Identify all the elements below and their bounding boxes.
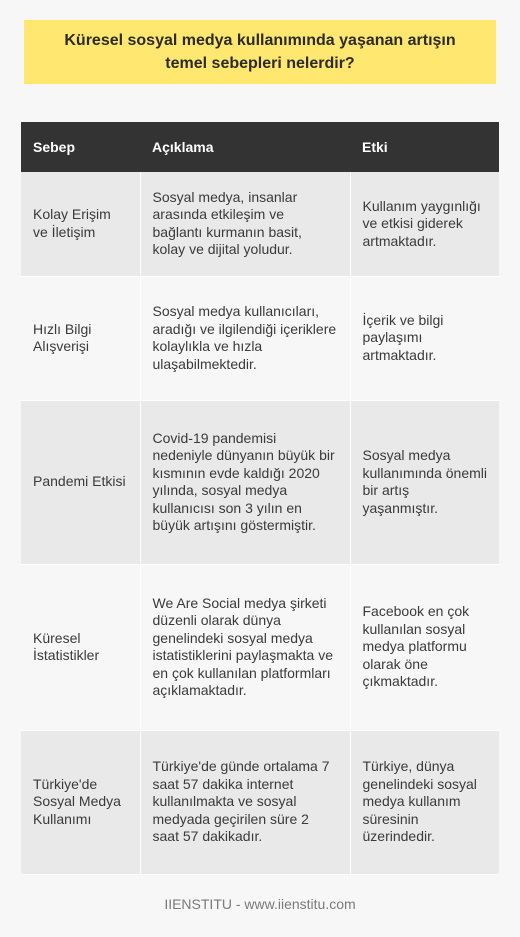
header-sebep: Sebep (21, 122, 140, 172)
cell-sebep: Küresel İstatistikler (21, 564, 140, 730)
cell-sebep: Kolay Erişim ve İletişim (21, 172, 140, 276)
table-row (21, 730, 499, 874)
table-row (21, 564, 499, 730)
header-aciklama: Açıklama (140, 122, 350, 172)
cell-etki: Kullanım yaygınlığı ve etkisi giderek artmaktadır. (350, 172, 499, 276)
cell-aciklama: Türkiye'de günde ortalama 7 saat 57 dakika internet kullanılmakta ve sosyal medyada geçirilen süre 2 saat 57 dakikadır. (140, 730, 350, 874)
cell-etki: Sosyal medya kullanımında önemli bir artış yaşanmıştır. (350, 400, 499, 564)
cell-sebep: Pandemi Etkisi (21, 400, 140, 564)
cell-etki: İçerik ve bilgi paylaşımı artmaktadır. (350, 276, 499, 400)
cell-etki: Facebook en çok kullanılan sosyal medya platformu olarak öne çıkmaktadır. (350, 564, 499, 730)
table-row (21, 400, 499, 564)
header-etki: Etki (350, 122, 499, 172)
cell-aciklama: We Are Social medya şirketi düzenli olarak dünya genelindeki sosyal medya istatistiklerini paylaşmakta ve en çok kullanılan platformları açıklamaktadır. (140, 564, 350, 730)
footer-credit: IIENSTITU - www.iienstitu.com (164, 896, 356, 912)
table-header-row (21, 122, 499, 172)
table-row (21, 276, 499, 400)
title-banner (24, 20, 496, 84)
cell-aciklama: Sosyal medya, insanlar arasında etkileşim ve bağlantı kurmanın basit, kolay ve dijital yoludur. (140, 172, 350, 276)
reasons-table (21, 122, 499, 875)
cell-etki: Türkiye, dünya genelindeki sosyal medya kullanım süresinin üzerindedir. (350, 730, 499, 874)
cell-sebep: Hızlı Bilgi Alışverişi (21, 276, 140, 400)
cell-aciklama: Sosyal medya kullanıcıları, aradığı ve ilgilendiği içeriklere kolaylıkla ve hızla ulaşabilmektedir. (140, 276, 350, 400)
cell-aciklama: Covid-19 pandemisi nedeniyle dünyanın büyük bir kısmının evde kaldığı 2020 yılında, sosyal medya kullanıcısı son 3 yılın en büyük artışını göstermiştir. (140, 400, 350, 564)
page-title: Küresel sosyal medya kullanımında yaşanan artışın temel sebepleri nelerdir? (64, 32, 456, 72)
cell-sebep: Türkiye'de Sosyal Medya Kullanımı (21, 730, 140, 874)
table-row (21, 172, 499, 276)
